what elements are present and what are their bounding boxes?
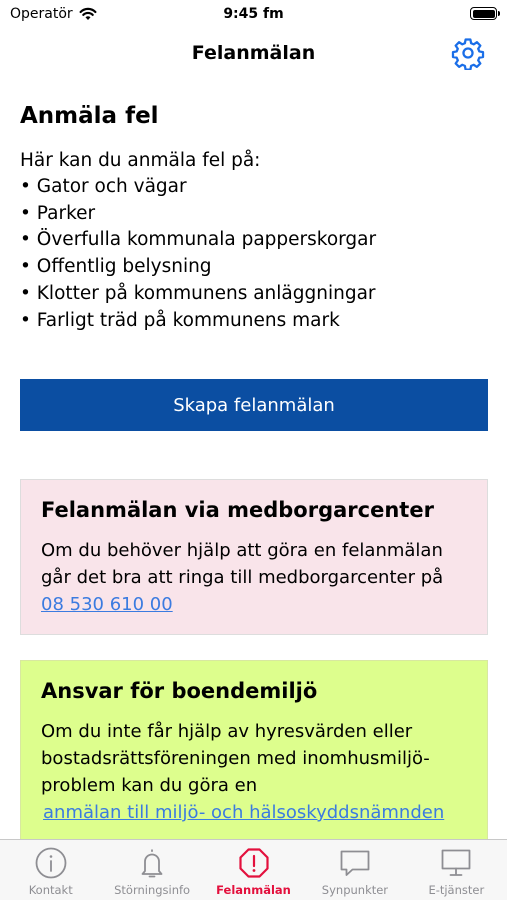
create-report-button[interactable]: Skapa felanmälan [20, 379, 488, 431]
section-heading: Anmäla fel [20, 103, 159, 129]
list-item: • Gator och vägar [20, 174, 376, 201]
info-icon [34, 846, 68, 880]
tab-label: E-tjänster [428, 883, 485, 897]
tab-label: Störningsinfo [114, 883, 191, 897]
tab-label: Felanmälan [216, 883, 291, 897]
status-time: 9:45 fm [223, 6, 284, 22]
status-bar [0, 0, 507, 30]
tab-bar [0, 839, 507, 900]
tab-kontakt[interactable] [0, 840, 101, 900]
list-item: • Offentlig belysning [20, 254, 376, 281]
battery-icon [470, 7, 497, 20]
list-item: • Farligt träd på kommunens mark [20, 308, 376, 335]
card-text [41, 537, 467, 618]
tab-etjanster[interactable] [406, 840, 507, 900]
tab-storningsinfo[interactable] [101, 840, 202, 900]
speech-bubble-icon [338, 846, 372, 880]
report-link[interactable]: anmälan till miljö- och hälsoskyddsnämnden [43, 802, 445, 823]
phone-link[interactable]: 08 530 610 00 [41, 594, 173, 615]
page-title: Felanmälan [191, 42, 316, 64]
tab-synpunkter[interactable] [304, 840, 405, 900]
card-title: Ansvar för boendemiljö [41, 679, 318, 703]
alert-icon [237, 846, 271, 880]
bell-icon [135, 846, 169, 880]
boendemiljo-card [20, 660, 488, 839]
nav-bar [0, 30, 507, 76]
medborgarcenter-card [20, 479, 488, 635]
list-item: • Överfulla kommunala papperskorgar [20, 227, 376, 254]
tab-label: Synpunkter [321, 883, 389, 897]
card-text [41, 718, 467, 826]
tab-felanmalan[interactable] [203, 840, 304, 900]
tab-label: Kontakt [28, 883, 73, 897]
carrier-label: Operatör [10, 6, 73, 22]
list-item: • Parker [20, 201, 376, 228]
intro-text: Här kan du anmäla fel på: [20, 150, 261, 171]
issue-list [20, 174, 376, 334]
list-item: • Klotter på kommunens anläggningar [20, 281, 376, 308]
main-content[interactable] [0, 76, 507, 839]
card-title: Felanmälan via medborgarcenter [41, 498, 434, 522]
card-body: Om du behöver hjälp att göra en felanmälan går det bra att ringa till medborgarcenter på [41, 540, 444, 588]
monitor-icon [439, 846, 473, 880]
gear-icon[interactable] [451, 36, 485, 70]
card-body: Om du inte får hjälp av hyresvärden eller bostadsrättsföreningen med inomhusmiljö-problem kan du göra en [41, 721, 430, 796]
